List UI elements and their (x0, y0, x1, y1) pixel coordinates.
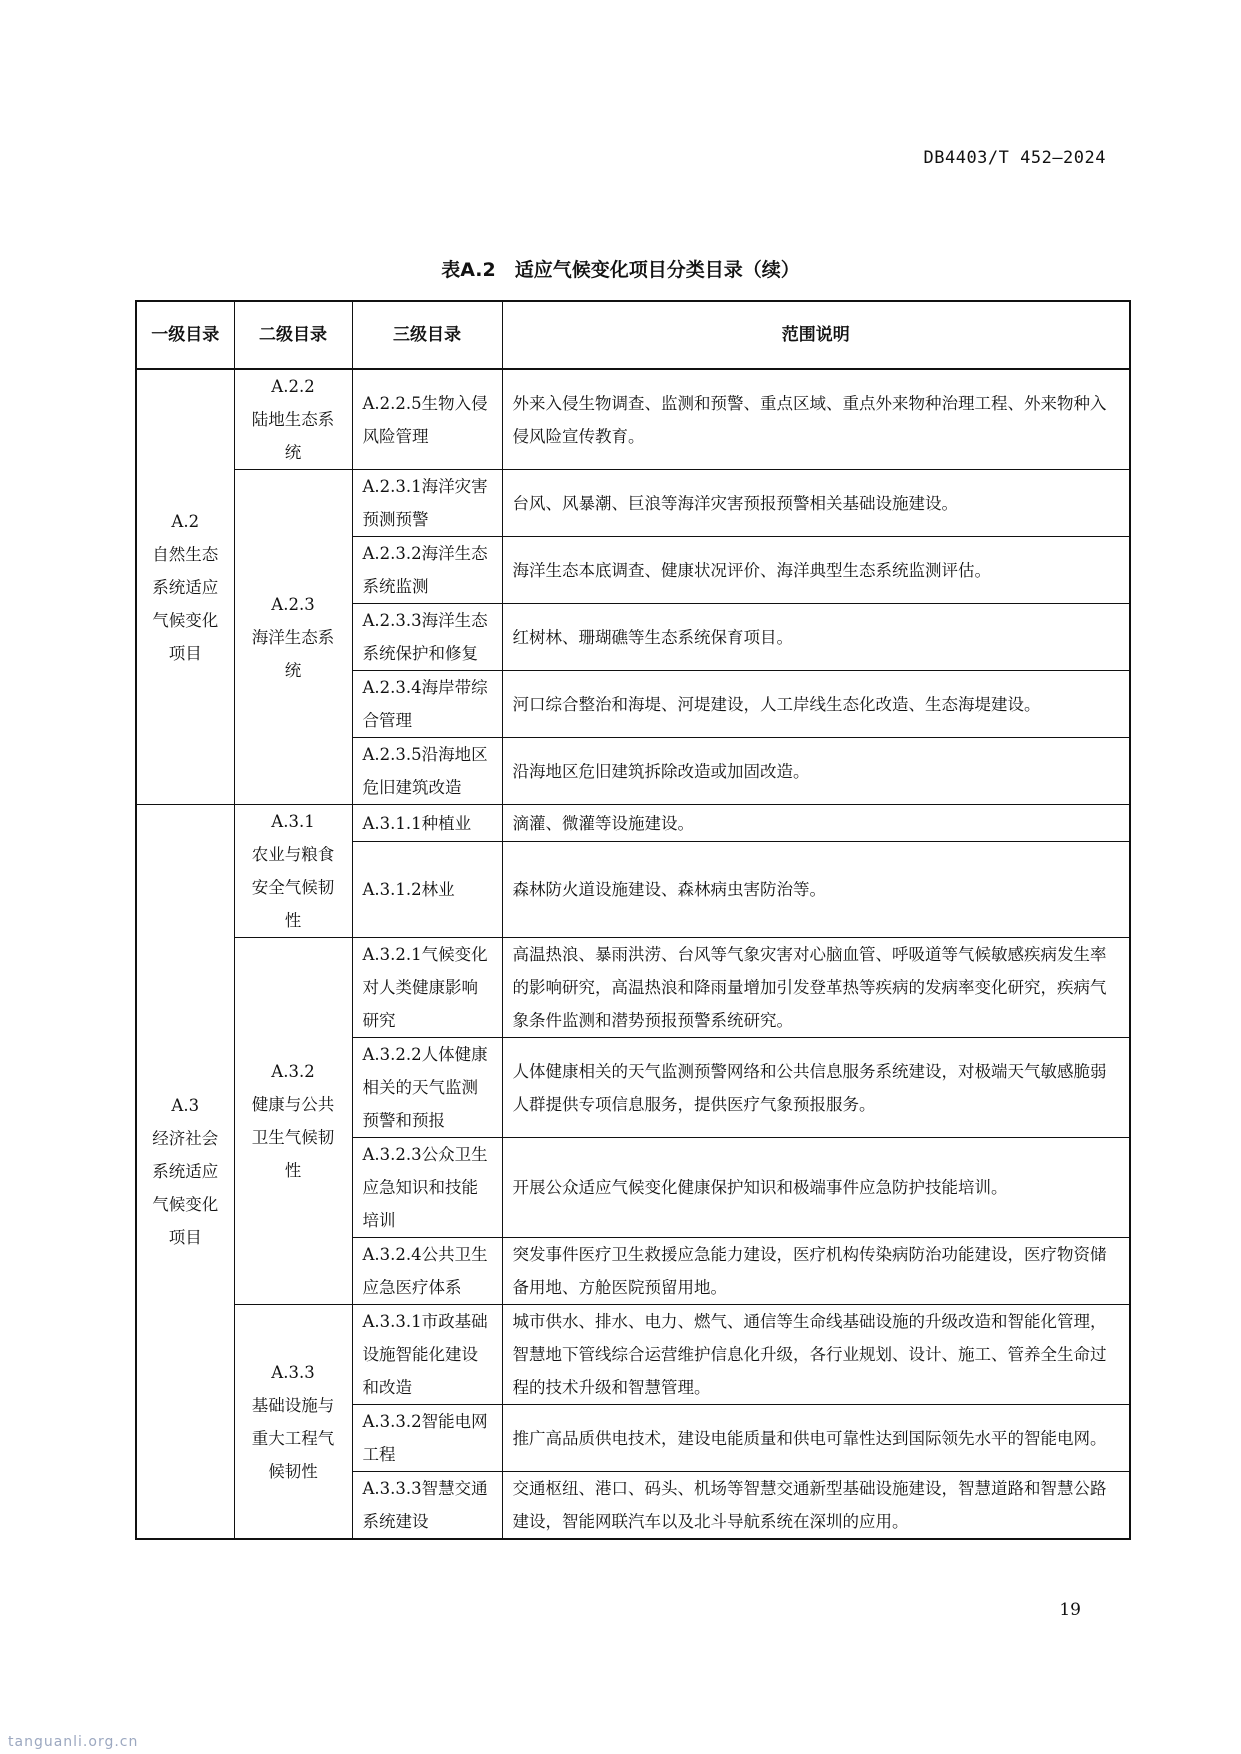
level3-category-cell: A.3.1.2林业 (352, 842, 502, 938)
scope-description-cell: 滴灌、微灌等设施建设。 (502, 805, 1130, 842)
table-row (136, 1305, 1130, 1405)
scope-description-cell: 外来入侵生物调查、监测和预警、重点区域、重点外来物种治理工程、外来物种入侵风险宣传教育。 (502, 369, 1130, 470)
table-row (136, 369, 1130, 470)
level3-category-cell: A.3.3.1市政基础 设施智能化建设 和改造 (352, 1305, 502, 1405)
level3-category-cell: A.3.2.3公众卫生 应急知识和技能 培训 (352, 1138, 502, 1238)
table-row (136, 470, 1130, 537)
level3-category-cell: A.3.3.2智能电网 工程 (352, 1405, 502, 1472)
classification-table (135, 300, 1131, 1540)
level3-category-cell: A.3.2.1气候变化 对人类健康影响 研究 (352, 938, 502, 1038)
page-number: 19 (1059, 1600, 1081, 1620)
level3-category-cell: A.3.2.2人体健康 相关的天气监测 预警和预报 (352, 1038, 502, 1138)
column-header-level2: 二级目录 (234, 301, 352, 369)
column-header-scope: 范围说明 (502, 301, 1130, 369)
table-body (136, 369, 1130, 1539)
scope-description-cell: 交通枢纽、港口、码头、机场等智慧交通新型基础设施建设，智慧道路和智慧公路建设，智能网联汽车以及北斗导航系统在深圳的应用。 (502, 1472, 1130, 1540)
level3-category-cell: A.3.2.4公共卫生 应急医疗体系 (352, 1238, 502, 1305)
level2-category-cell: A.3.1 农业与粮食 安全气候韧 性 (234, 805, 352, 938)
level3-category-cell: A.2.2.5生物入侵 风险管理 (352, 369, 502, 470)
table-row (136, 805, 1130, 842)
column-header-level1: 一级目录 (136, 301, 234, 369)
scope-description-cell: 高温热浪、暴雨洪涝、台风等气象灾害对心脑血管、呼吸道等气候敏感疾病发生率的影响研究，高温热浪和降雨量增加引发登革热等疾病的发病率变化研究，疾病气象条件监测和潜势预报预警系统研究。 (502, 938, 1130, 1038)
scope-description-cell: 开展公众适应气候变化健康保护知识和极端事件应急防护技能培训。 (502, 1138, 1130, 1238)
level3-category-cell: A.2.3.1海洋灾害 预测预警 (352, 470, 502, 537)
level1-category-cell: A.2 自然生态 系统适应 气候变化 项目 (136, 369, 234, 805)
table-header-row (136, 301, 1130, 369)
column-header-level3: 三级目录 (352, 301, 502, 369)
table-title: 表A.2 适应气候变化项目分类目录（续） (441, 259, 800, 281)
level3-category-cell: A.2.3.2海洋生态 系统监测 (352, 537, 502, 604)
level3-category-cell: A.2.3.3海洋生态 系统保护和修复 (352, 604, 502, 671)
level2-category-cell: A.3.2 健康与公共 卫生气候韧 性 (234, 938, 352, 1305)
scope-description-cell: 红树林、珊瑚礁等生态系统保育项目。 (502, 604, 1130, 671)
scope-description-cell: 森林防火道设施建设、森林病虫害防治等。 (502, 842, 1130, 938)
level2-category-cell: A.2.3 海洋生态系 统 (234, 470, 352, 805)
scope-description-cell: 推广高品质供电技术，建设电能质量和供电可靠性达到国际领先水平的智能电网。 (502, 1405, 1130, 1472)
level1-category-cell: A.3 经济社会 系统适应 气候变化 项目 (136, 805, 234, 1540)
scope-description-cell: 沿海地区危旧建筑拆除改造或加固改造。 (502, 738, 1130, 805)
scope-description-cell: 人体健康相关的天气监测预警网络和公共信息服务系统建设，对极端天气敏感脆弱人群提供专项信息服务，提供医疗气象预报服务。 (502, 1038, 1130, 1138)
scope-description-cell: 海洋生态本底调查、健康状况评价、海洋典型生态系统监测评估。 (502, 537, 1130, 604)
scope-description-cell: 台风、风暴潮、巨浪等海洋灾害预报预警相关基础设施建设。 (502, 470, 1130, 537)
level2-category-cell: A.2.2 陆地生态系 统 (234, 369, 352, 470)
scope-description-cell: 突发事件医疗卫生救援应急能力建设，医疗机构传染病防治功能建设，医疗物资储备用地、方舱医院预留用地。 (502, 1238, 1130, 1305)
scope-description-cell: 城市供水、排水、电力、燃气、通信等生命线基础设施的升级改造和智能化管理，智慧地下管线综合运营维护信息化升级，各行业规划、设计、施工、管养全生命过程的技术升级和智慧管理。 (502, 1305, 1130, 1405)
level3-category-cell: A.2.3.4海岸带综 合管理 (352, 671, 502, 738)
level3-category-cell: A.3.1.1种植业 (352, 805, 502, 842)
document-id: DB4403/T 452—2024 (923, 148, 1106, 168)
watermark: tanguanli.org.cn (8, 1734, 139, 1750)
scope-description-cell: 河口综合整治和海堤、河堤建设，人工岸线生态化改造、生态海堤建设。 (502, 671, 1130, 738)
level3-category-cell: A.2.3.5沿海地区 危旧建筑改造 (352, 738, 502, 805)
level2-category-cell: A.3.3 基础设施与 重大工程气 候韧性 (234, 1305, 352, 1540)
table-row (136, 938, 1130, 1038)
level3-category-cell: A.3.3.3智慧交通 系统建设 (352, 1472, 502, 1540)
